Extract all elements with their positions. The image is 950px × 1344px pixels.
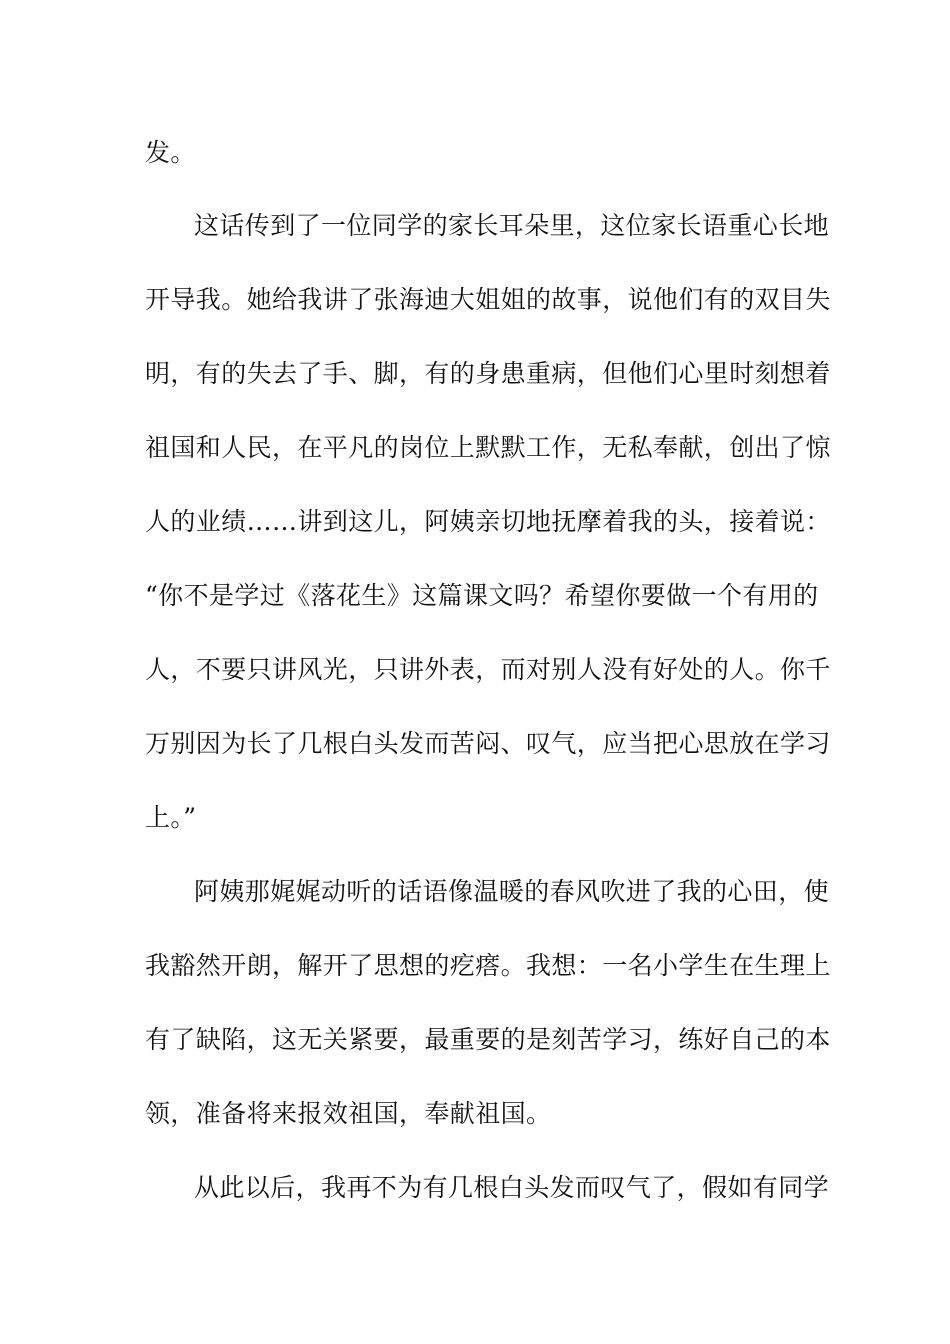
text-line: 祖国和人民，在平凡的岗位上默默工作，无私奉献，创出了惊 [145,433,831,462]
text-line: 万别因为长了几根白头发而苦闷、叹气，应当把心思放在学习 [145,729,831,758]
text-line: 有了缺陷，这无关紧要，最重要的是刻苦学习，练好自己的本 [145,1025,831,1054]
text-line: 开导我。她给我讲了张海迪大姐姐的故事，说他们有的双目失 [145,285,831,314]
paragraph-start-line: 从此以后，我再不为有几根白头发而叹气了，假如有同学 [194,1173,830,1202]
text-line: 明，有的失去了手、脚，有的身患重病，但他们心里时刻想着 [145,359,831,388]
paragraph-start-line: 这话传到了一位同学的家长耳朵里，这位家长语重心长地 [194,211,830,240]
text-line: 我豁然开朗，解开了思想的疙瘩。我想：一名小学生在生理上 [145,951,831,980]
text-line: 人，不要只讲风光，只讲外表，而对别人没有好处的人。你千 [145,655,831,684]
paragraph-start-line: 阿姨那娓娓动听的话语像温暖的春风吹进了我的心田，使 [194,877,830,906]
text-line: 人的业绩……讲到这儿，阿姨亲切地抚摩着我的头，接着说： [145,507,831,536]
text-line: 上。” [145,803,197,832]
text-line: 领，准备将来报效祖国，奉献祖国。 [145,1099,552,1128]
text-line: “你不是学过《落花生》这篇课文吗？希望你要做一个有用的 [145,581,819,610]
text-line: 发。 [145,138,196,167]
